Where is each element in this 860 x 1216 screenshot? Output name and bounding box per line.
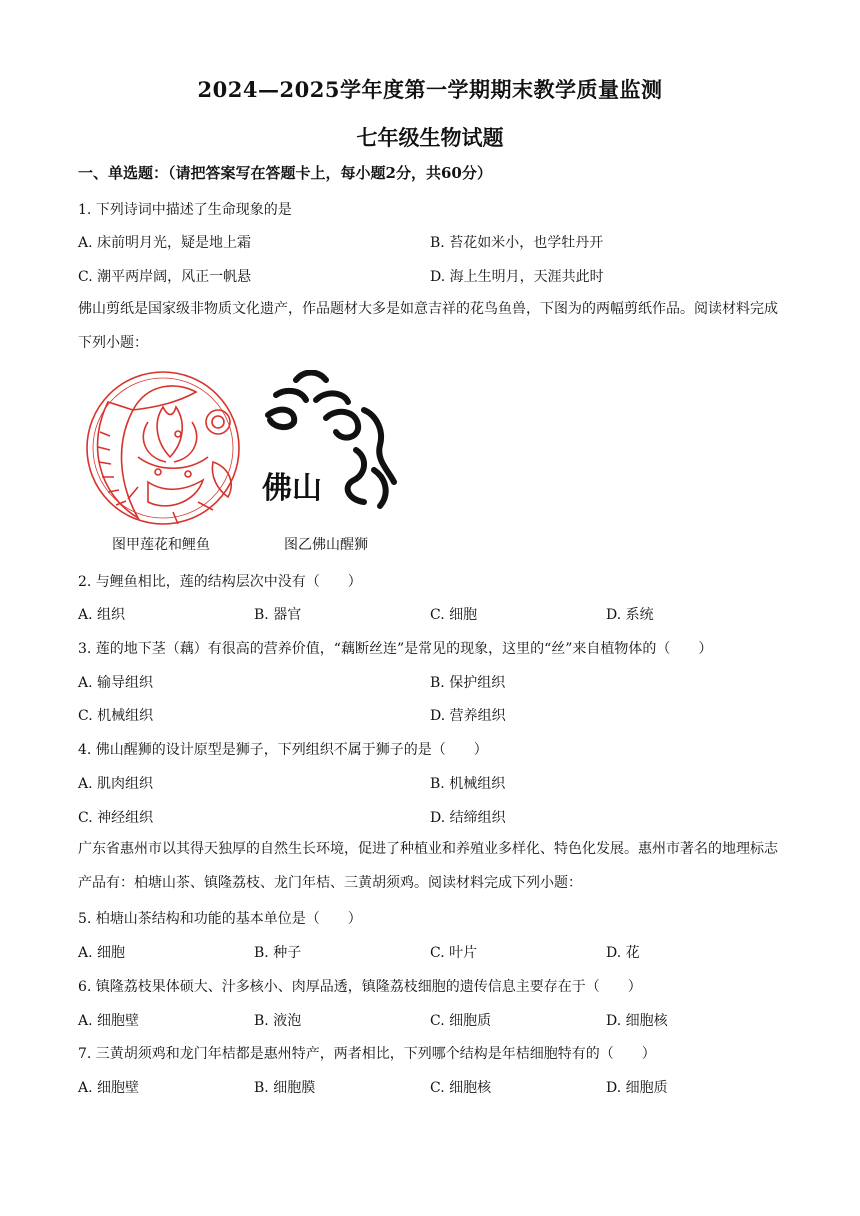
- lion-figure-text: 佛山: [262, 471, 322, 506]
- question-4-option-b: B. 机械组织: [430, 776, 506, 792]
- foshan-lion-paper-cut-image: [256, 370, 406, 520]
- question-1-option-b: B. 苔花如米小，也学牡丹开: [430, 235, 604, 251]
- question-2-option-b: B. 器官: [254, 607, 302, 623]
- exam-title: 2024—2025学年度第一学期期末教学质量监测: [197, 77, 663, 102]
- paper-cut-figure: [78, 362, 418, 558]
- question-4-option-c: C. 神经组织: [78, 810, 154, 826]
- question-1-option-c: C. 潮平两岸阔，风正一帆悬: [78, 269, 252, 285]
- question-3-option-c: C. 机械组织: [78, 708, 154, 724]
- question-2-option-c: C. 细胞: [430, 607, 478, 623]
- question-4-option-a: A. 肌肉组织: [78, 776, 154, 792]
- lotus-carp-paper-cut-image: [78, 362, 248, 532]
- question-3-option-a: A. 输导组织: [78, 675, 154, 691]
- question-6-option-a: A. 细胞壁: [78, 1013, 140, 1029]
- question-4-stem: 4. 佛山醒狮的设计原型是狮子，下列组织不属于狮子的是（ ）: [78, 742, 488, 758]
- question-7-option-a: A. 细胞壁: [78, 1080, 140, 1096]
- question-3-option-d: D. 营养组织: [430, 708, 506, 724]
- question-5-option-b: B. 种子: [254, 945, 302, 961]
- question-1-stem: 1. 下列诗词中描述了生命现象的是: [78, 202, 292, 218]
- question-6-option-b: B. 液泡: [254, 1013, 302, 1029]
- question-6-option-c: C. 细胞质: [430, 1013, 492, 1029]
- question-2-stem: 2. 与鲤鱼相比，莲的结构层次中没有（ ）: [78, 574, 362, 590]
- question-6-stem: 6. 镇隆荔枝果体硕大、汁多核小、肉厚品透，镇隆荔枝细胞的遗传信息主要存在于（ ）: [78, 979, 642, 995]
- question-6-option-d: D. 细胞核: [606, 1013, 668, 1029]
- question-5-option-a: A. 细胞: [78, 945, 126, 961]
- question-1-option-a: A. 床前明月光，疑是地上霜: [78, 235, 252, 251]
- question-3-stem: 3. 莲的地下茎（藕）有很高的营养价值，“藕断丝连”是常见的现象，这里的“丝”来自植物体的（ ）: [78, 641, 713, 657]
- question-7-option-b: B. 细胞膜: [254, 1080, 316, 1096]
- question-2-option-a: A. 组织: [78, 607, 126, 623]
- question-5-option-d: D. 花: [606, 945, 640, 961]
- exam-subtitle: 七年级生物试题: [356, 125, 504, 150]
- question-3-option-b: B. 保护组织: [430, 675, 506, 691]
- question-2-option-d: D. 系统: [606, 607, 654, 623]
- material-huizhou-products: 广东省惠州市以其得天独厚的自然生长环境，促进了种植业和养殖业多样化、特色化发展。惠州市著名的地理标志产品有：柏塘山茶、镇隆荔枝、龙门年桔、三黄胡须鸡。阅读材料完成下列小题：: [78, 841, 778, 891]
- question-5-stem: 5. 柏塘山茶结构和功能的基本单位是（ ）: [78, 911, 362, 927]
- question-1-option-d: D. 海上生明月，天涯共此时: [430, 269, 604, 285]
- question-4-option-d: D. 结缔组织: [430, 810, 506, 826]
- question-7-stem: 7. 三黄胡须鸡和龙门年桔都是惠州特产，两者相比，下列哪个结构是年桔细胞特有的（ ）: [78, 1046, 656, 1062]
- material-paper-cutting: 佛山剪纸是国家级非物质文化遗产，作品题材大多是如意吉祥的花鸟鱼兽，下图为的两幅剪纸作品。阅读材料完成下列小题：: [78, 301, 778, 351]
- question-7-option-c: C. 细胞核: [430, 1080, 492, 1096]
- figure-caption-b: 图乙佛山醒狮: [284, 537, 368, 553]
- section-heading: 一、单选题：（请把答案写在答题卡上，每小题2分，共60分）: [78, 164, 492, 182]
- figure-caption-a: 图甲莲花和鲤鱼: [112, 537, 210, 553]
- question-5-option-c: C. 叶片: [430, 945, 478, 961]
- question-7-option-d: D. 细胞质: [606, 1080, 668, 1096]
